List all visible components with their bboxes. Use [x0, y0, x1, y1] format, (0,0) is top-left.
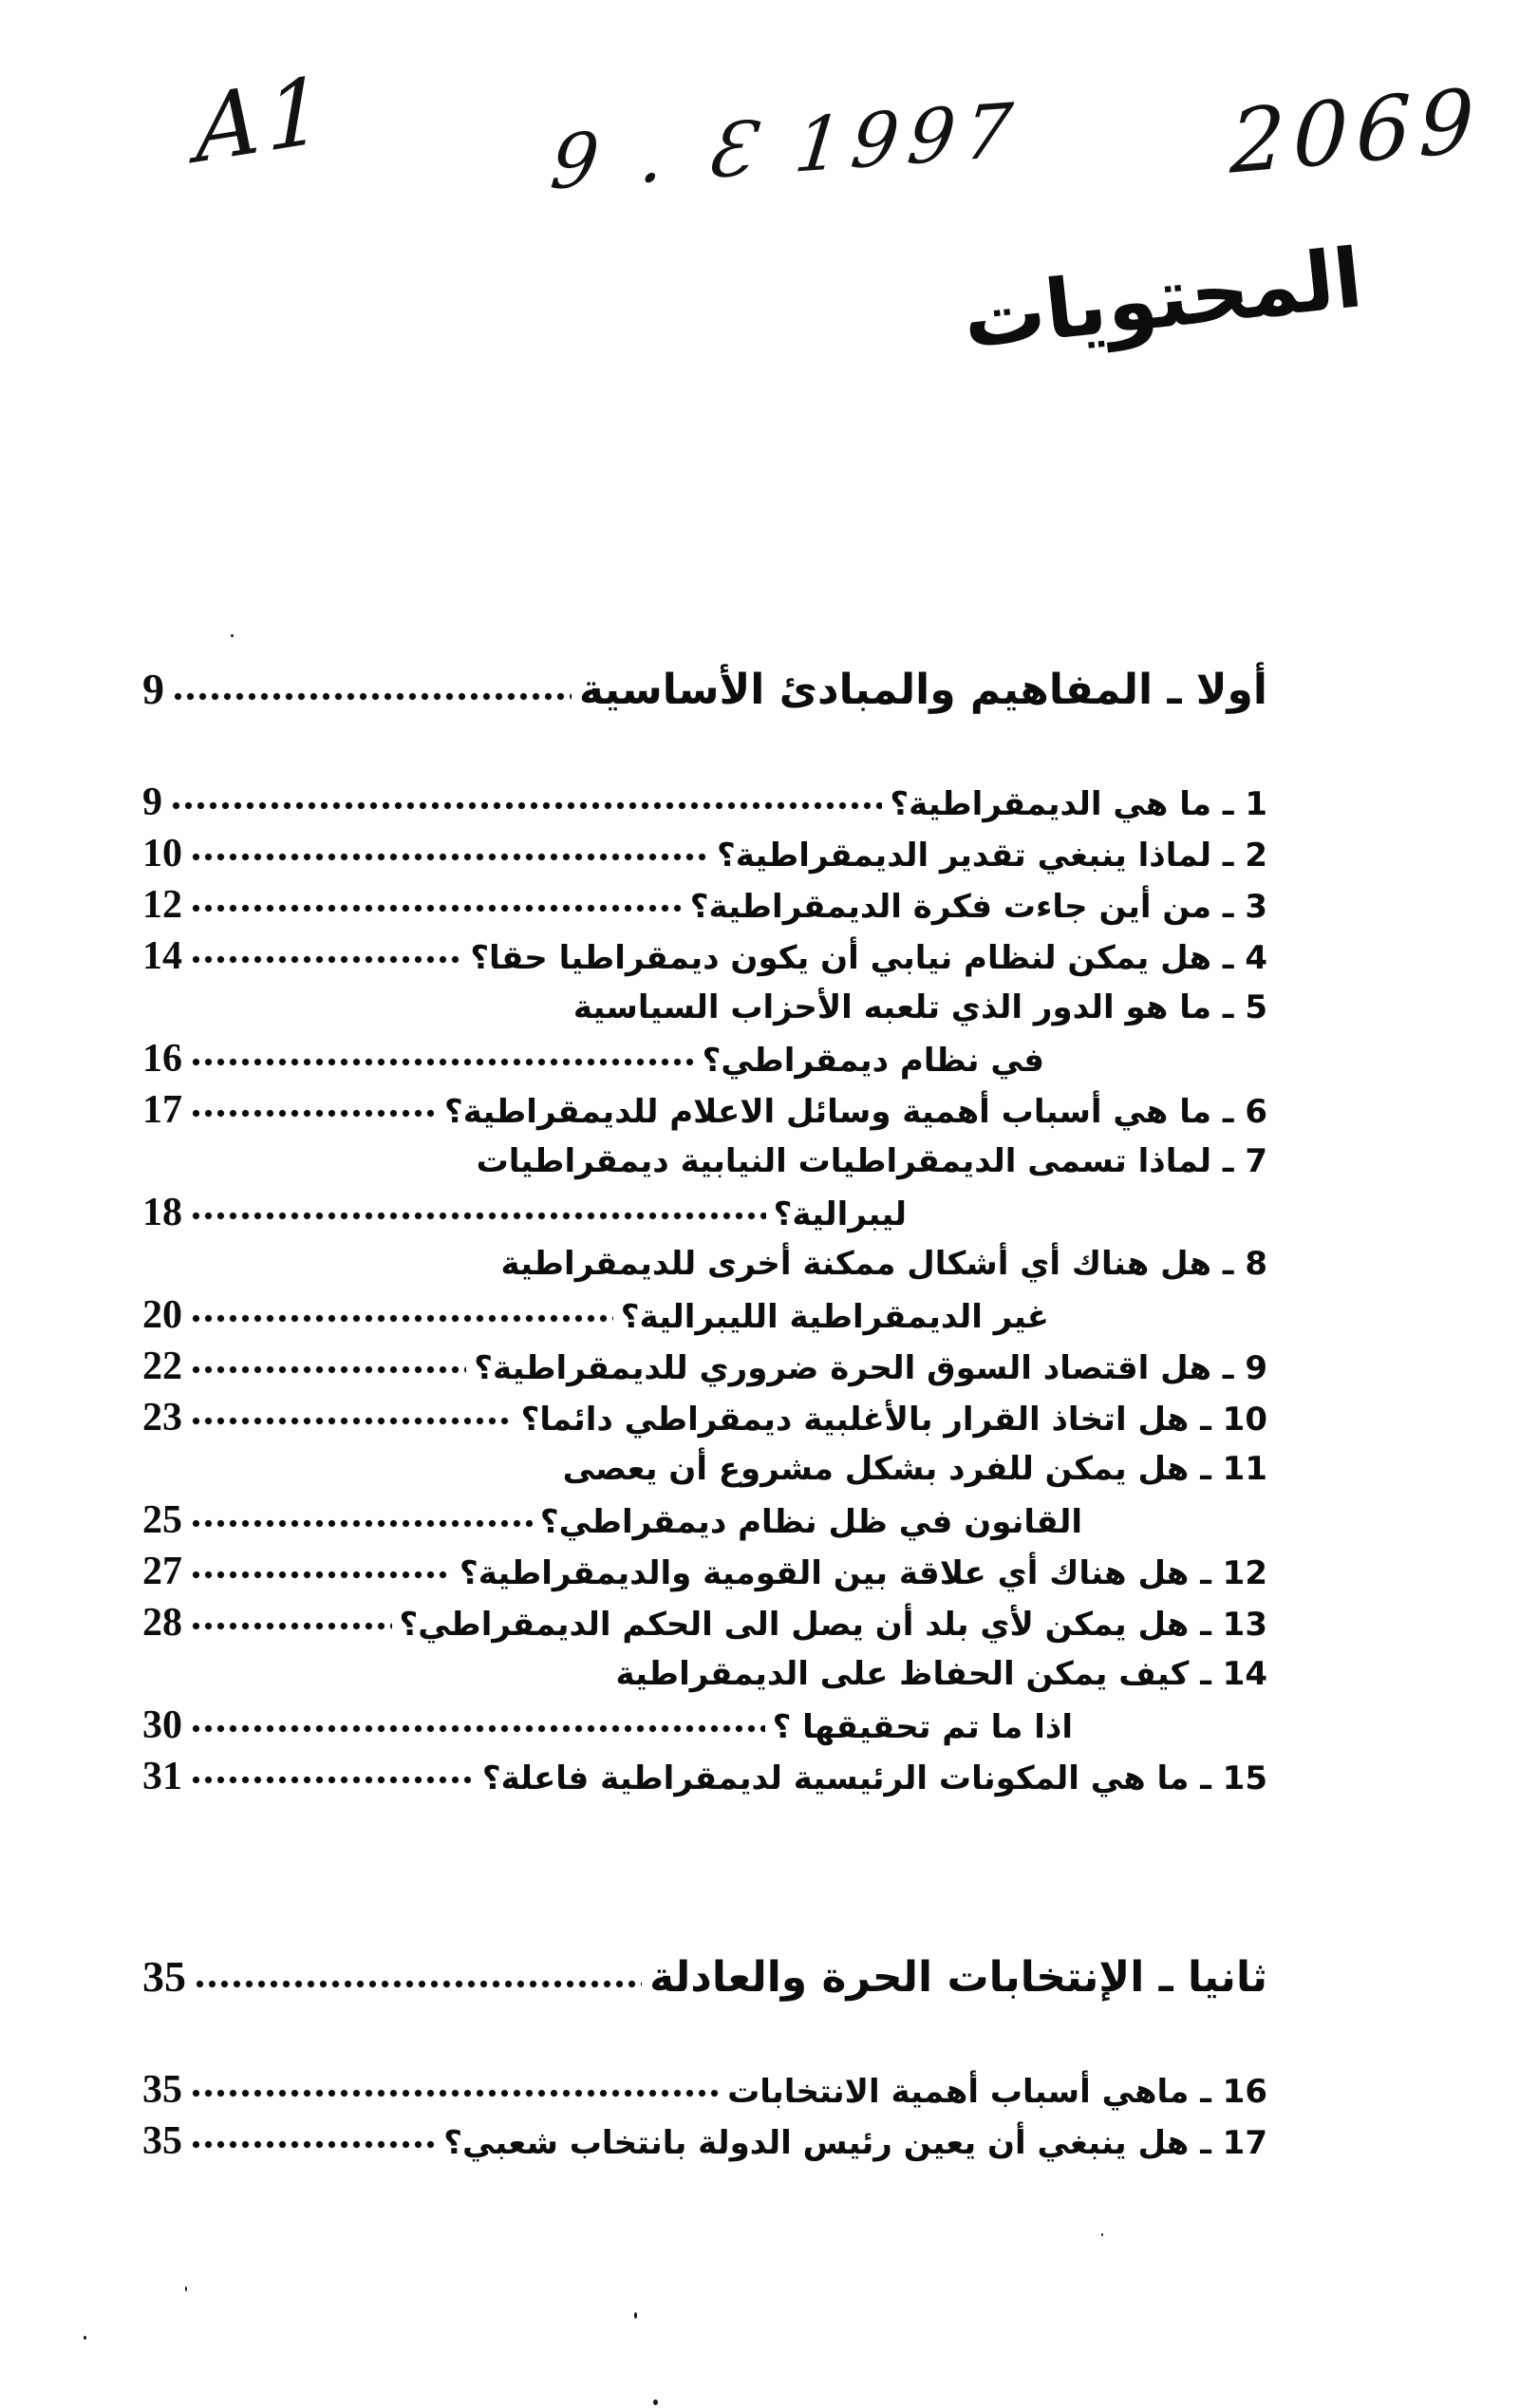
entry-text: 4 ـ هل يمكن لنظام نيابي أن يكون ديمقراطيا حقا؟	[470, 939, 1267, 977]
page-number: 18	[142, 1191, 182, 1234]
toc-entry-row	[142, 1751, 1267, 1802]
dot-leader	[190, 1187, 766, 1238]
entry-text: 15 ـ ما هي المكونات الرئيسية لديمقراطية فاعلة؟	[481, 1759, 1267, 1797]
dot-leader	[170, 777, 882, 828]
entry-text: 7 ـ لماذا تسمى الديمقراطيات النيابية ديمقراطيات	[476, 1142, 1267, 1180]
page-number: 10	[142, 832, 182, 875]
scan-speck	[185, 2286, 187, 2291]
entry-text: ليبرالية؟	[773, 1195, 907, 1233]
dot-leader	[190, 1597, 392, 1648]
entry-text: ثانيا ـ الإنتخابات الحرة والعادلة	[649, 1953, 1267, 2002]
entry-text: 11 ـ هل يمكن للفرد بشكل مشروع أن يعصى	[562, 1450, 1267, 1488]
page-number: 14	[142, 934, 182, 978]
page-number: 25	[142, 1498, 182, 1542]
page-number: 35	[142, 1952, 186, 2001]
scan-speck	[231, 634, 234, 637]
scan-speck	[653, 2399, 658, 2405]
toc-entry-row	[142, 879, 1267, 931]
toc-entry-row	[142, 1033, 1267, 1084]
toc-entry-row	[142, 777, 1267, 828]
toc-entry-row	[142, 1597, 1267, 1648]
dot-leader	[190, 2064, 720, 2116]
toc-entry-row	[142, 2064, 1267, 2116]
entry-text: 14 ـ كيف يمكن الحفاظ على الديمقراطية	[615, 1655, 1267, 1693]
dot-leader	[190, 879, 683, 931]
page-number: 27	[142, 1550, 182, 1593]
dot-leader	[172, 655, 572, 724]
dot-leader	[190, 1084, 437, 1136]
entry-text: 16 ـ ماهي أسباب أهمية الانتخابات	[727, 2073, 1267, 2111]
toc-entry-row	[142, 1289, 1267, 1341]
dot-leader	[190, 828, 709, 879]
dot-leader	[190, 2116, 436, 2167]
dot-leader	[190, 931, 462, 982]
page-number: 31	[142, 1755, 182, 1798]
entry-text: 2 ـ لماذا ينبغي تقدير الديمقراطية؟	[717, 837, 1267, 875]
entry-text: القانون في ظل نظام ديمقراطي؟	[539, 1503, 1082, 1541]
toc-entry-row	[142, 1341, 1267, 1392]
toc-section	[142, 655, 1267, 1802]
toc-entry-row	[142, 1443, 1267, 1495]
entry-text: 12 ـ هل هناك أي علاقة بين القومية والديمقراطية؟	[460, 1554, 1267, 1592]
page-number: 30	[142, 1703, 182, 1747]
page-number: 35	[142, 2068, 182, 2112]
toc-section-heading	[142, 1943, 1267, 2011]
entry-text: 17 ـ هل ينبغي أن يعين رئيس الدولة بانتخاب شعبي؟	[443, 2124, 1267, 2162]
toc-entry-row	[142, 828, 1267, 879]
toc-section	[142, 1943, 1267, 2167]
scan-speck	[634, 2312, 637, 2319]
entry-text: 1 ـ ما هي الديمقراطية؟	[890, 785, 1267, 823]
dot-leader	[190, 1033, 695, 1084]
page-number: 20	[142, 1293, 182, 1337]
toc-entry-row	[142, 1136, 1267, 1187]
scan-speck	[1101, 2233, 1103, 2236]
toc	[142, 655, 1267, 2167]
page-number: 12	[142, 883, 182, 927]
toc-entry-row	[142, 1546, 1267, 1597]
toc-section-heading	[142, 655, 1267, 724]
page-number: 35	[142, 2119, 182, 2163]
dot-leader	[190, 1392, 514, 1443]
entry-text: 6 ـ ما هي أسباب أهمية وسائل الاعلام للديمقراطية؟	[444, 1093, 1267, 1131]
toc-entry-row	[142, 1495, 1267, 1546]
toc-entry-row	[142, 2116, 1267, 2167]
page-number: 28	[142, 1601, 182, 1645]
toc-entry-row	[142, 1648, 1267, 1700]
toc-entry-row	[142, 1084, 1267, 1136]
page-number: 22	[142, 1345, 182, 1388]
handwritten-mark-left: A1	[194, 55, 330, 184]
page-number: 17	[142, 1088, 182, 1132]
toc-entry-row	[142, 1238, 1267, 1289]
toc-entry-row	[142, 1187, 1267, 1238]
dot-leader	[190, 1751, 475, 1802]
handwritten-mark-number: 2069	[1229, 69, 1483, 194]
entry-text: 3 ـ من أين جاءت فكرة الديمقراطية؟	[689, 888, 1267, 926]
entry-text: أولا ـ المفاهيم والمبادئ الأساسية	[578, 666, 1267, 714]
toc-entry-row	[142, 1700, 1267, 1751]
entry-text: 9 ـ هل اقتصاد السوق الحرة ضروري للديمقراطية؟	[474, 1349, 1267, 1387]
entry-text: 10 ـ هل اتخاذ القرار بالأغلبية ديمقراطي دائما؟	[520, 1401, 1267, 1439]
scan-speck	[84, 2336, 86, 2340]
entry-text: اذا ما تم تحقيقها ؟	[772, 1708, 1073, 1746]
page-title: المحتويات	[958, 231, 1367, 367]
dot-leader	[190, 1341, 466, 1392]
dot-leader	[190, 1495, 533, 1546]
toc-entry-row	[142, 982, 1267, 1033]
entry-text: غير الديمقراطية الليبرالية؟	[620, 1298, 1049, 1336]
handwritten-mark-date: 9 . Ɛ 1997	[546, 87, 1026, 207]
page-number: 23	[142, 1396, 182, 1439]
page-number: 9	[142, 781, 162, 824]
entry-text: 5 ـ ما هو الدور الذي تلعبه الأحزاب السياسية	[572, 988, 1267, 1026]
dot-leader	[190, 1289, 613, 1341]
dot-leader	[190, 1546, 452, 1597]
entry-text: 13 ـ هل يمكن لأي بلد أن يصل الى الحكم الديمقراطي؟	[399, 1606, 1267, 1644]
page-number: 9	[142, 665, 164, 713]
entry-text: في نظام ديمقراطي؟	[702, 1042, 1044, 1080]
toc-entry-row	[142, 931, 1267, 982]
dot-leader	[194, 1943, 642, 2011]
entry-text: 8 ـ هل هناك أي أشكال ممكنة أخرى للديمقراطية	[500, 1245, 1267, 1283]
dot-leader	[190, 1700, 765, 1751]
toc-entry-row	[142, 1392, 1267, 1443]
page-number: 16	[142, 1037, 182, 1081]
